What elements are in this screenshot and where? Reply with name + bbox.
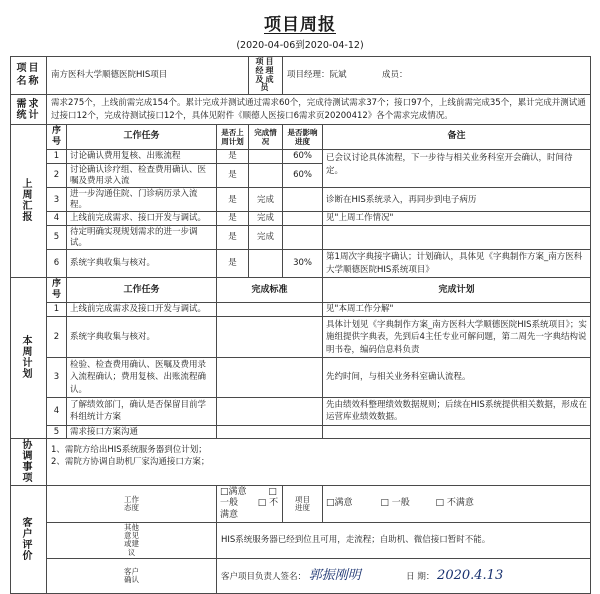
- customer-confirm-label: 客户 确认: [47, 558, 217, 593]
- row-planned: 是: [217, 250, 249, 278]
- report-period: (2020-04-06到2020-04-12): [236, 40, 364, 51]
- row-note: 第1周次字典接字确认；计划确认，具体见《字典制作方案_南方医科大学顺德医院HIS系统项目》: [323, 250, 591, 278]
- coordination-item-2: 2、需院方协调自助机厂家沟通接口方案；: [51, 457, 210, 468]
- row-task: 进一步沟通住院、门诊病历录入流程。: [67, 188, 217, 212]
- progress-label: 项目 进度: [283, 486, 323, 523]
- row-thisweek-header: [11, 277, 591, 303]
- progress-options[interactable]: [323, 486, 591, 523]
- row-planned: 是: [217, 188, 249, 212]
- attitude-option-unsatisfied[interactable]: □ 不满意: [220, 498, 279, 520]
- signature-area: [217, 558, 591, 593]
- row-task: 系统字典收集与核对。: [67, 250, 217, 278]
- row-index: 2: [47, 317, 67, 358]
- row-evaluation-other: [11, 522, 591, 558]
- lastweek-col-note: 备注: [323, 124, 591, 150]
- thisweek-row-4: [11, 397, 591, 425]
- row-index: 1: [47, 303, 67, 317]
- row-status: [249, 250, 283, 278]
- lastweek-row-6: [11, 250, 591, 278]
- row-standard: [217, 317, 323, 358]
- row-note: 已会议讨论具体流程，下一步待与相关业务科室开会确认，时间待定。: [323, 150, 591, 188]
- row-note: 见"上周工作情况": [323, 212, 591, 226]
- row-task: 检验、检查费用确认、医嘱及费用录入流程确认；费用复核、出账流程确认。: [67, 358, 217, 398]
- row-index: 3: [47, 358, 67, 398]
- manager-value: 项目经理：阮斌: [287, 70, 347, 81]
- row-progress: [283, 226, 323, 250]
- row-progress: 60%: [283, 150, 323, 164]
- row-standard: [217, 303, 323, 317]
- thisweek-row-5: [11, 425, 591, 439]
- date-value: 2020.4.13: [437, 567, 504, 583]
- coordination-label: 协 调 事 项: [11, 439, 47, 486]
- row-index: 6: [47, 250, 67, 278]
- row-planned: 是: [217, 226, 249, 250]
- row-note: [323, 226, 591, 250]
- thisweek-row-1: [11, 303, 591, 317]
- row-index: 2: [47, 163, 67, 187]
- thisweek-label: 本 周 计 划: [11, 277, 47, 438]
- row-evaluation-confirm: [11, 558, 591, 593]
- coordination-items: [47, 439, 591, 486]
- row-task: 上线前完成需求及接口开发与调试。: [67, 303, 217, 317]
- attitude-option-normal[interactable]: □ 一般: [220, 487, 277, 509]
- row-task: 了解绩效部门，确认是否保留目前学科组统计方案: [67, 397, 217, 425]
- row-task: 讨论确认诊疗组、检查费用确认、医嘱及费用录入流: [67, 163, 217, 187]
- work-attitude-options[interactable]: [217, 486, 283, 523]
- row-standard: [217, 397, 323, 425]
- lastweek-col-task: 工作任务: [67, 124, 217, 150]
- report-table: [10, 56, 591, 594]
- row-task: 需求接口方案沟通: [67, 425, 217, 439]
- members-value: 成员：: [381, 70, 408, 81]
- row-planned: 是: [217, 212, 249, 226]
- row-status: 完成: [249, 226, 283, 250]
- row-status: [249, 163, 283, 187]
- attitude-option-satisfied[interactable]: □满意: [220, 487, 247, 498]
- row-lastweek-header: [11, 124, 591, 150]
- signature-value: 郭振刚明: [308, 567, 361, 583]
- row-index: 4: [47, 212, 67, 226]
- thisweek-col-standard: 完成标准: [217, 277, 323, 303]
- signature-label: 客户项目负责人签名：: [221, 571, 307, 582]
- manager-label: 项目经理及成员: [249, 57, 283, 95]
- row-plan: 先约时间，与相关业务科室确认流程。: [323, 358, 591, 398]
- lastweek-col-status: 完成情况: [249, 124, 283, 150]
- page-title: [10, 10, 590, 35]
- row-index: 5: [47, 425, 67, 439]
- row-project-name: [11, 57, 591, 95]
- progress-option-normal[interactable]: □ 一般: [380, 498, 410, 509]
- row-index: 1: [47, 150, 67, 164]
- row-status: 完成: [249, 188, 283, 212]
- row-evaluation-attitude: [11, 486, 591, 523]
- thisweek-col-no: 序号: [47, 277, 67, 303]
- lastweek-row-1: [11, 150, 591, 164]
- lastweek-row-4: [11, 212, 591, 226]
- thisweek-col-plan: 完成计划: [323, 277, 591, 303]
- other-opinion-text: HIS系统服务器已经到位且可用，走流程；自助机、微信接口暂时不能。: [217, 522, 591, 558]
- row-coordination: [11, 439, 591, 486]
- row-planned: 是: [217, 163, 249, 187]
- project-name-label: 项目名称: [11, 57, 47, 95]
- project-name-value: 南方医科大学顺德医院HIS项目: [47, 57, 249, 95]
- summary-label: 需求 统计: [11, 95, 47, 125]
- row-standard: [217, 358, 323, 398]
- row-requirement-summary: [11, 95, 591, 125]
- row-progress: [283, 212, 323, 226]
- row-plan: 具体计划见《字典制作方案_南方医科大学顺德医院HIS系统项目》；实施组提供字典表，先到后4主任专业可解问题，第二周先一字典结构说明书卷，编码信息料负责: [323, 317, 591, 358]
- other-opinion-label: 其他 意见 或建 议: [47, 522, 217, 558]
- row-task: 上线前完成需求、接口开发与调试。: [67, 212, 217, 226]
- work-attitude-label: 工作 态度: [47, 486, 217, 523]
- thisweek-row-3: [11, 358, 591, 398]
- manager-value-cell: [283, 57, 591, 95]
- row-note: 诊断在HIS系统录入，再同步到电子病历: [323, 188, 591, 212]
- row-task: 待定明确实现规划需求的进一步调试。: [67, 226, 217, 250]
- thisweek-row-2: [11, 317, 591, 358]
- row-status: [249, 150, 283, 164]
- lastweek-label: 上 周 汇 报: [11, 124, 47, 277]
- lastweek-row-5: [11, 226, 591, 250]
- coordination-item-1: 1、需院方给出HIS系统服务器到位计划；: [51, 444, 207, 455]
- row-task: 系统字典收集与核对。: [67, 317, 217, 358]
- progress-option-satisfied[interactable]: □满意: [326, 498, 353, 509]
- row-plan: [323, 425, 591, 439]
- page-title-text: 项目周报: [264, 15, 336, 35]
- date-label: 日 期：: [406, 571, 435, 582]
- row-status: 完成: [249, 212, 283, 226]
- evaluation-label: 客 户 评 价: [11, 486, 47, 594]
- row-task: 讨论确认费用复核、出账流程: [67, 150, 217, 164]
- summary-text: 需求275个，上线前需完成154个。累计完成并测试通过需求60个，完成待测试需求37个；接口97个，上线前需完成35个，累计完成并测试通过接口12个，完成待测试接口12个，具体见附件《顺德人医接口6需求页20200412》各个需求完成情况。: [47, 95, 591, 125]
- row-plan: 见"本周工作分解": [323, 303, 591, 317]
- row-index: 3: [47, 188, 67, 212]
- lastweek-col-progress: 是否影响进度: [283, 124, 323, 150]
- row-progress: 30%: [283, 250, 323, 278]
- lastweek-col-no: 序号: [47, 124, 67, 150]
- row-planned: 是: [217, 150, 249, 164]
- row-index: 5: [47, 226, 67, 250]
- thisweek-col-task: 工作任务: [67, 277, 217, 303]
- row-plan: 先由绩效科整理绩效数据规则；后续在HIS系统提供相关数据，形成在运营库业绩效数据。: [323, 397, 591, 425]
- lastweek-row-3: [11, 188, 591, 212]
- lastweek-col-planned: 是否上周计划: [217, 124, 249, 150]
- row-index: 4: [47, 397, 67, 425]
- row-standard: [217, 425, 323, 439]
- row-progress: [283, 188, 323, 212]
- row-progress: 60%: [283, 163, 323, 187]
- progress-option-unsatisfied[interactable]: □ 不满意: [435, 498, 474, 509]
